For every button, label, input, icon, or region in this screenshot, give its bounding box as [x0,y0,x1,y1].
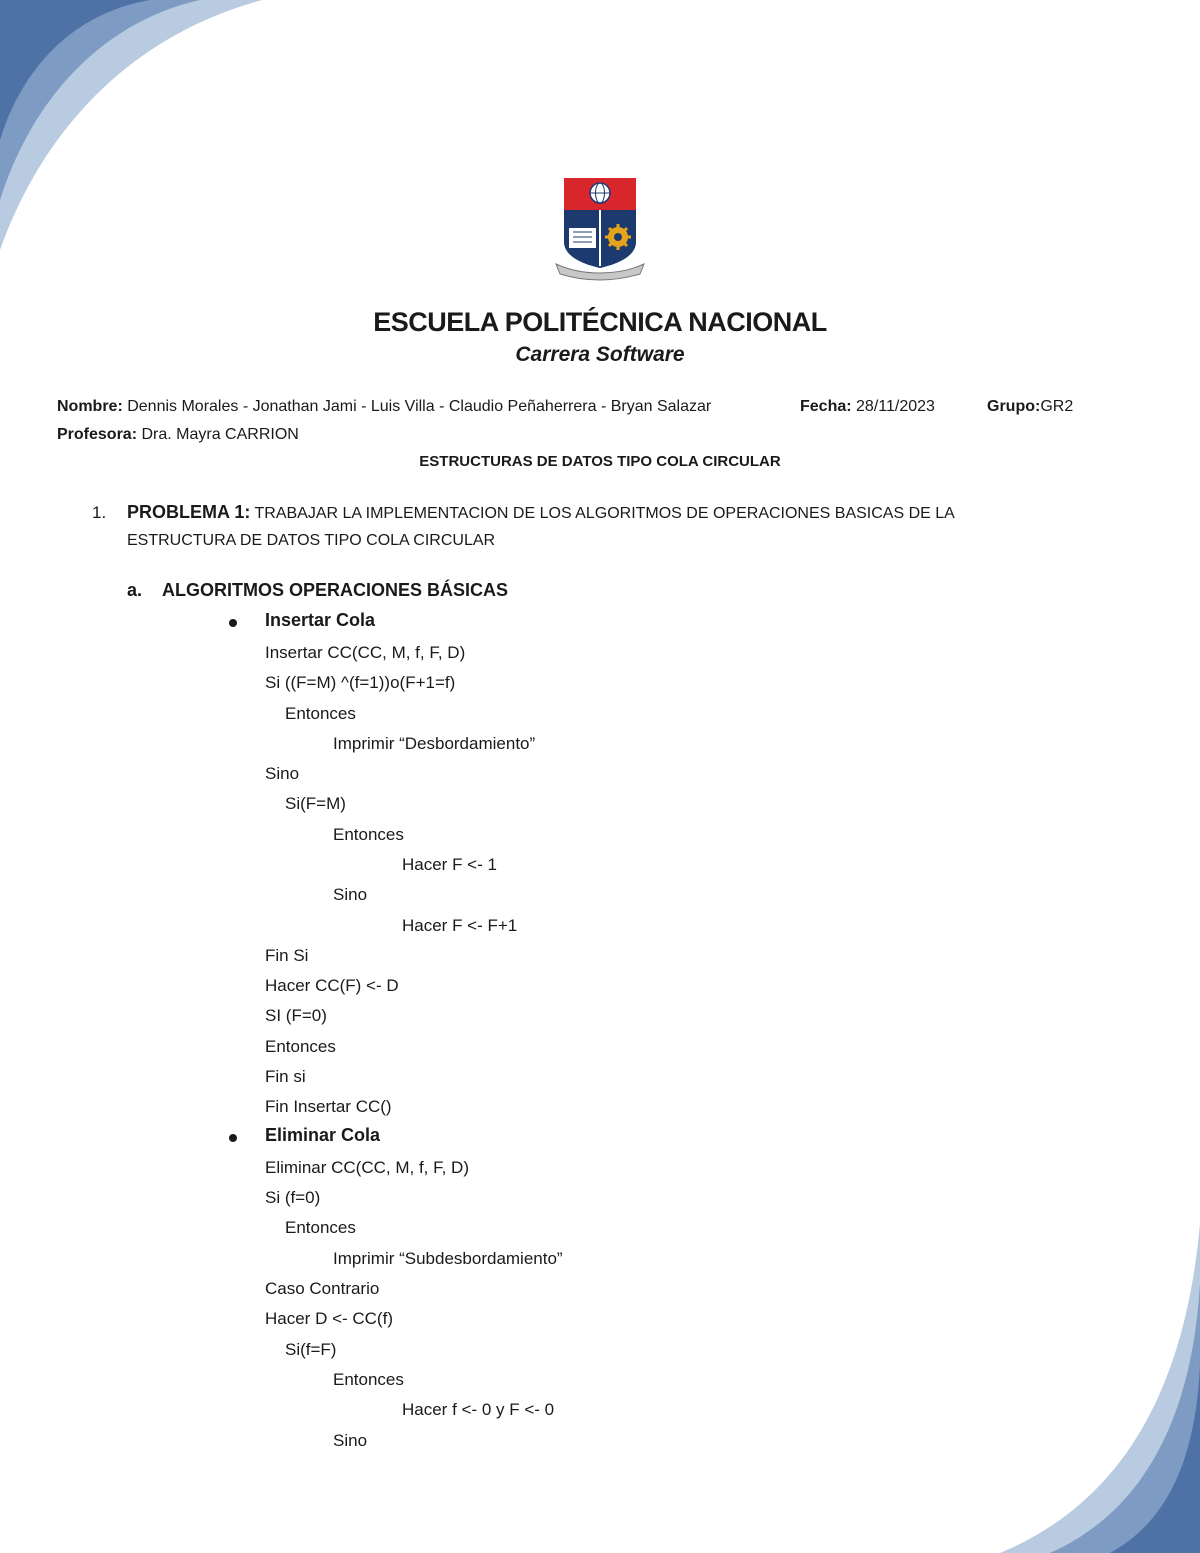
name-label: Nombre: [57,398,123,415]
teacher-label: Profesora: [57,426,138,443]
document-title: ESTRUCTURAS DE DATOS TIPO COLA CIRCULAR [419,453,781,470]
name-value: Dennis Morales - Jonathan Jami - Luis Villa - Claudio Peñaherrera - Bryan Salazar [122,398,712,415]
code-line: Hacer CC(F) <- D [265,976,399,995]
code-line: Eliminar CC(CC, M, f, F, D) [265,1158,469,1177]
problem-text-1: TRABAJAR LA IMPLEMENTACION DE LOS ALGORITMOS DE OPERACIONES BASICAS DE LA [250,505,955,522]
bottom-right-corner-decoration [1000,1223,1200,1553]
code-line: Sino [333,885,368,904]
code-line: Si ((F=M) ^(f=1))o(F+1=f) [265,673,456,692]
names-line [57,398,711,416]
code-line: Entonces [285,1218,356,1237]
section-a-letter: a. [127,580,143,600]
institution-title: ESCUELA POLITÉCNICA NACIONAL [373,307,827,337]
code-line: Hacer F <- 1 [402,855,497,874]
insert-heading: Insertar Cola [265,610,376,630]
code-line: Hacer F <- F+1 [402,916,518,935]
code-line: Sino [265,764,300,783]
problem-number: 1. [92,503,107,522]
career-subtitle: Carrera Software [515,343,685,366]
code-line: Si (f=0) [265,1188,321,1207]
teacher-line [57,426,299,444]
code-line: Entonces [265,1037,336,1056]
institution-logo [552,176,648,284]
code-line: Entonces [285,704,356,723]
date-label: Fecha: [800,398,852,415]
section-a-heading [127,580,508,601]
code-line: Caso Contrario [265,1279,380,1298]
code-line: Sino [333,1431,368,1450]
problem-line-2: ESTRUCTURA DE DATOS TIPO COLA CIRCULAR [127,532,496,549]
date-value: 28/11/2023 [851,398,935,415]
delete-heading: Eliminar Cola [265,1125,381,1145]
bullet-icon [229,619,237,627]
code-line: Entonces [333,825,404,844]
problem-label: PROBLEMA 1: [127,502,251,522]
code-line: Imprimir “Subdesbordamiento” [333,1249,563,1268]
group-line [987,398,1073,416]
code-line: Si(f=F) [285,1340,337,1359]
group-label: Grupo: [987,398,1041,415]
date-line [800,398,935,416]
code-line: SI (F=0) [265,1006,327,1025]
code-line: Fin Insertar CC() [265,1097,392,1116]
code-line: Fin Si [265,946,309,965]
code-line: Si(F=M) [285,794,346,813]
code-line: Imprimir “Desbordamiento” [333,734,536,753]
code-line: Entonces [333,1370,404,1389]
group-value: GR2 [1040,398,1074,415]
code-line: Insertar CC(CC, M, f, F, D) [265,643,466,662]
code-line: Hacer D <- CC(f) [265,1309,393,1328]
code-line: Fin si [265,1067,306,1086]
bullet-icon [229,1134,237,1142]
teacher-value: Dra. Mayra CARRION [137,426,299,443]
section-a-title: ALGORITMOS OPERACIONES BÁSICAS [162,580,509,600]
code-line: Hacer f <- 0 y F <- 0 [402,1400,555,1419]
problem-line-1 [127,502,955,523]
top-left-corner-decoration [0,0,270,260]
